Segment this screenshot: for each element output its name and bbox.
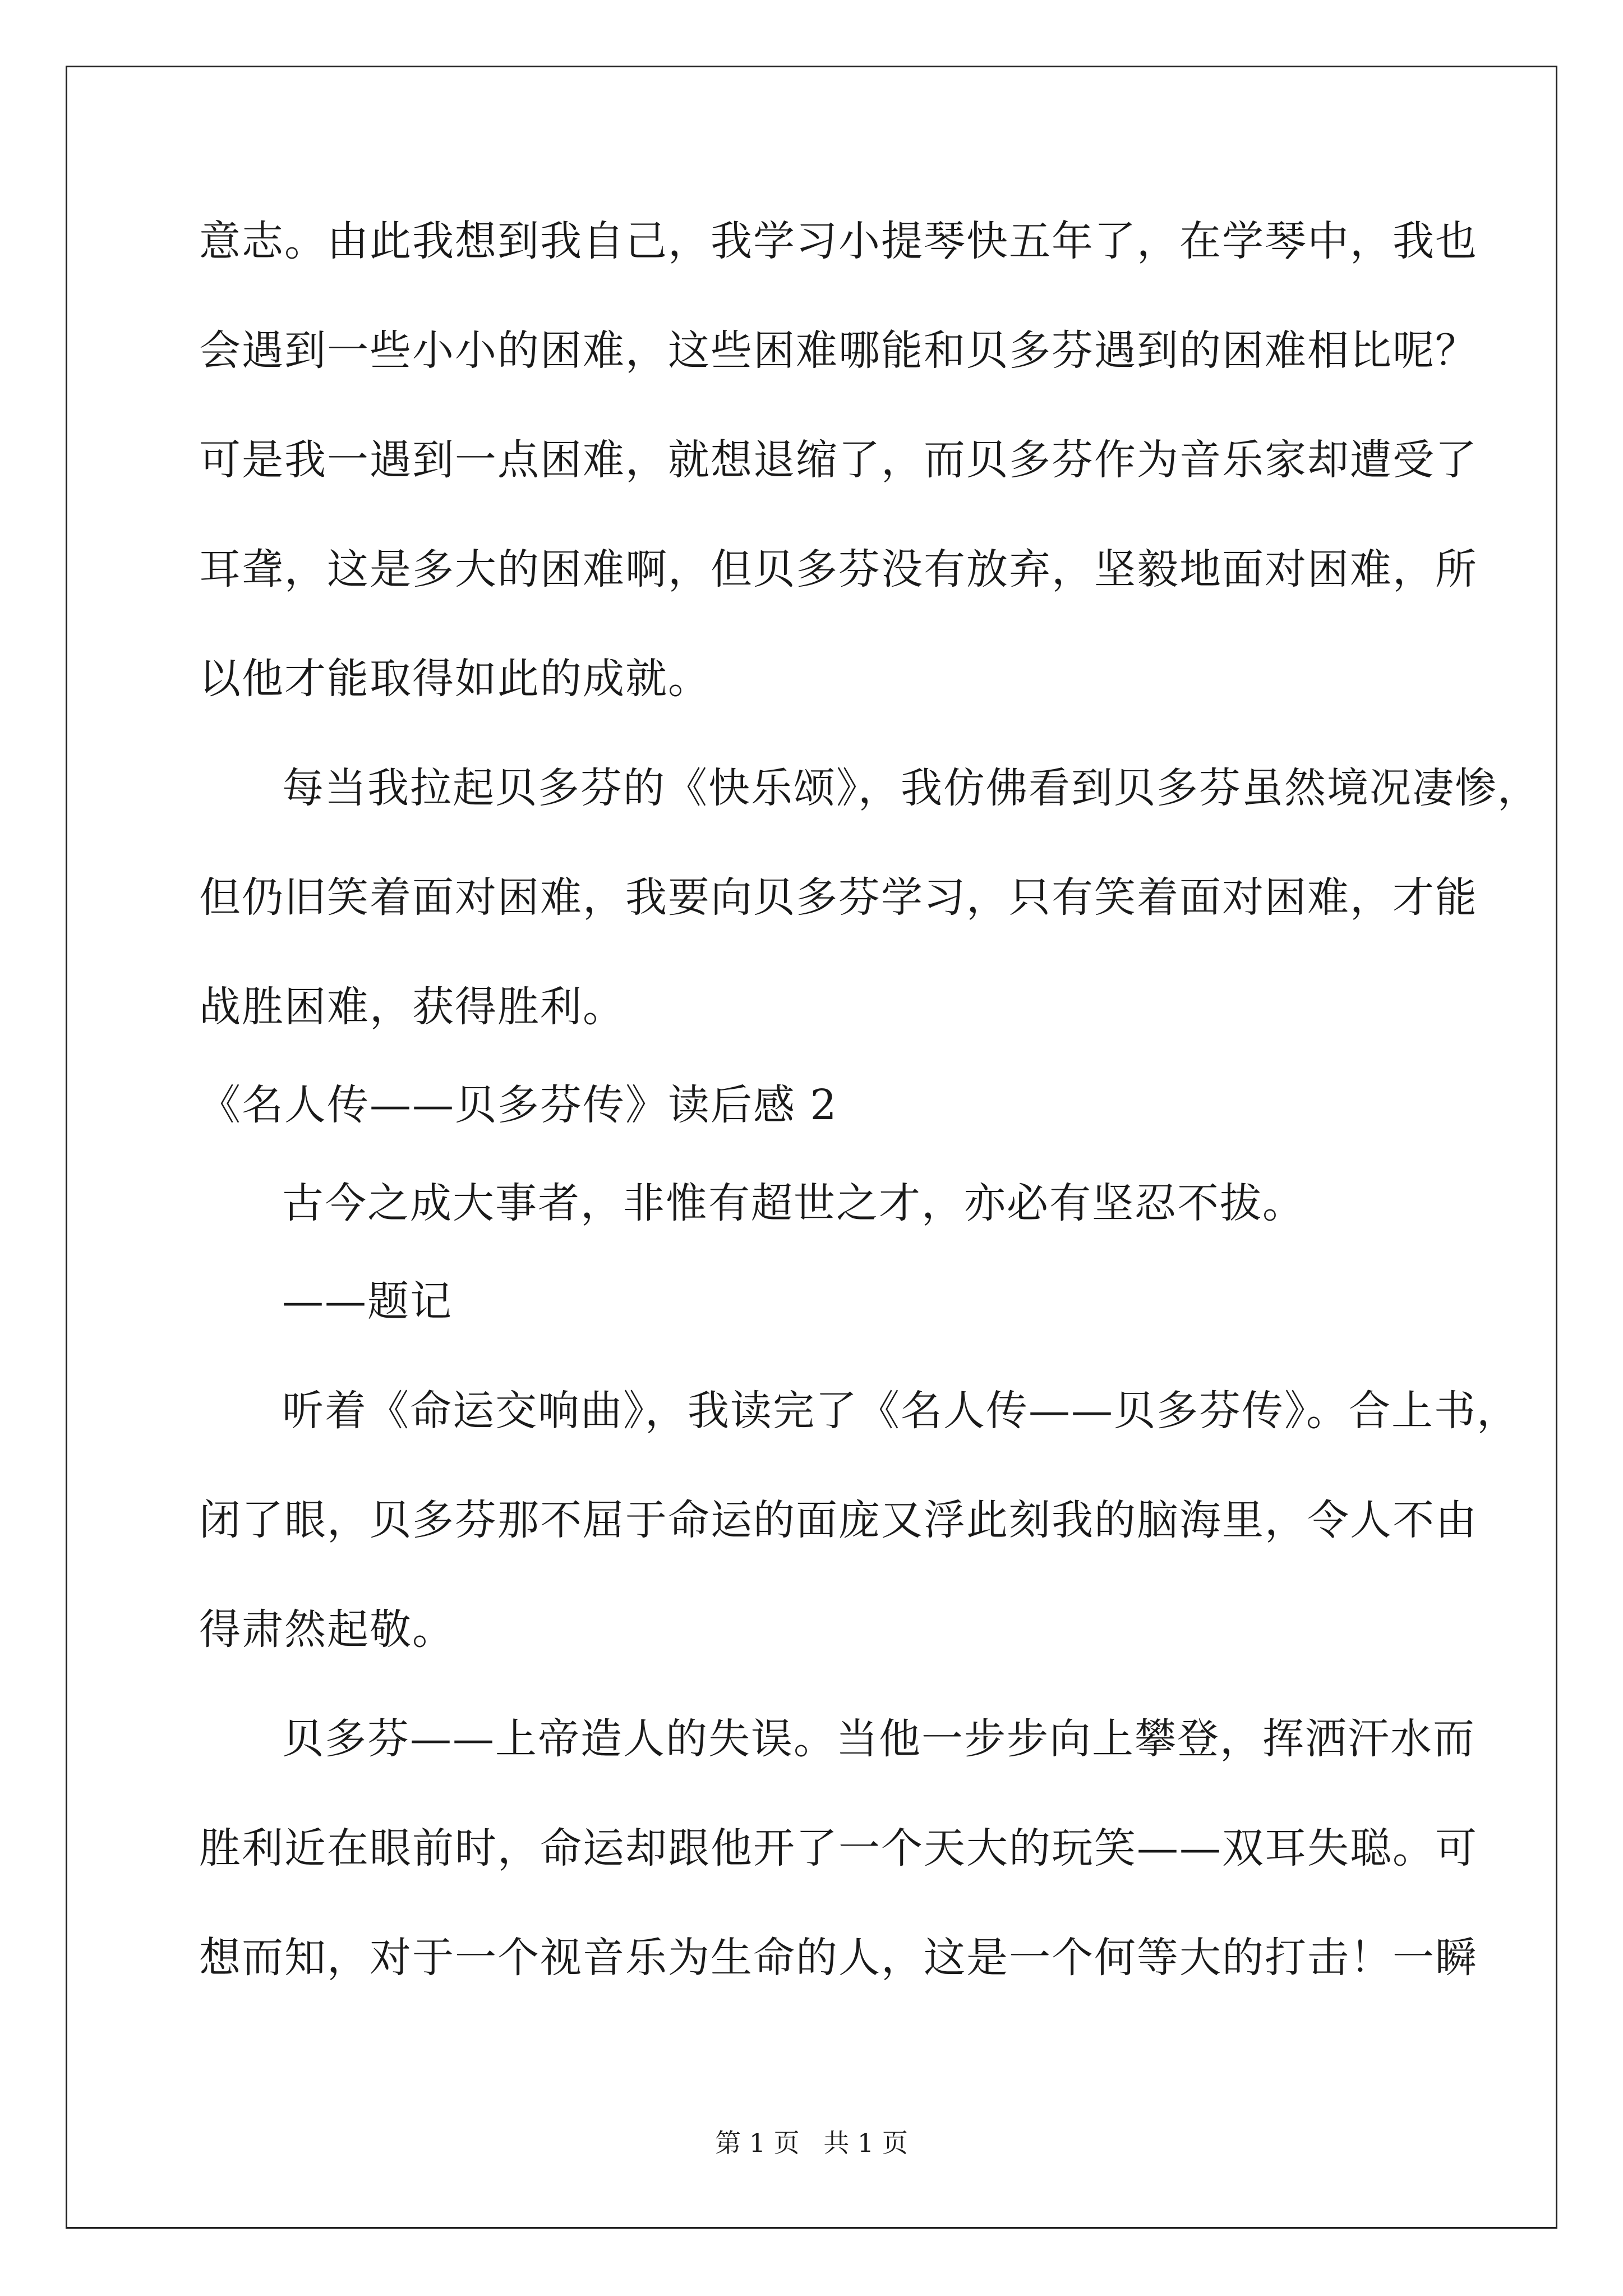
text-line: 胜利近在眼前时，命运却跟他开了一个天大的玩笑——双耳失聪。可: [199, 1824, 1478, 1872]
text-line: 战胜困难，获得胜利。: [199, 983, 625, 1031]
page-footer: [0, 2126, 1623, 2160]
page-total: 共 1 页: [823, 2128, 908, 2158]
text-line: 但仍旧笑着面对困难，我要向贝多芬学习，只有笑着面对困难，才能: [199, 873, 1478, 922]
text-line: 以他才能取得如此的成就。: [199, 655, 711, 703]
section-heading: 《名人传——贝多芬传》读后感 2: [199, 1081, 838, 1129]
text-line: 听着《命运交响曲》，我读完了《名人传——贝多芬传》。合上书，: [282, 1387, 1519, 1435]
text-line: 耳聋，这是多大的困难啊，但贝多芬没有放弃，坚毅地面对困难，所: [199, 545, 1478, 593]
text-line: 想而知，对于一个视音乐为生命的人，这是一个何等大的打击！一瞬: [199, 1934, 1478, 1982]
text-line: 可是我一遇到一点困难，就想退缩了，而贝多芬作为音乐家却遭受了: [199, 436, 1478, 484]
text-line: 闭了眼，贝多芬那不屈于命运的面庞又浮此刻我的脑海里，令人不由: [199, 1496, 1478, 1544]
page-border: [66, 66, 1557, 2229]
text-line: 贝多芬——上帝造人的失误。当他一步步向上攀登，挥洒汗水而: [282, 1715, 1476, 1763]
epigraph-attribution: ——题记: [282, 1277, 453, 1326]
text-line: 得肃然起敬。: [199, 1605, 455, 1654]
text-line: 每当我拉起贝多芬的《快乐颂》，我仿佛看到贝多芬虽然境况凄惨，: [282, 764, 1540, 812]
text-line: 会遇到一些小小的困难，这些困难哪能和贝多芬遇到的困难相比呢？: [199, 326, 1478, 375]
page-number: 第 1 页: [715, 2128, 800, 2158]
text-line: 意志。由此我想到我自己，我学习小提琴快五年了，在学琴中，我也: [199, 217, 1478, 265]
epigraph-line: 古今之成大事者，非惟有超世之才，亦必有坚忍不拔。: [282, 1179, 1305, 1227]
